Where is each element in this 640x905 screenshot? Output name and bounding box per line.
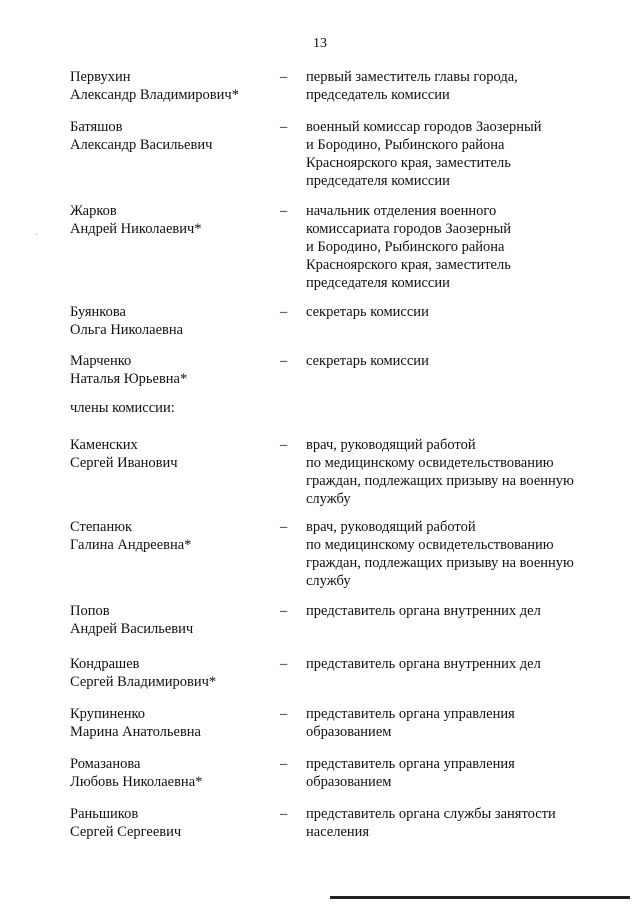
given-names: Андрей Васильевич (70, 621, 194, 637)
given-names: Александр Владимирович* (70, 87, 239, 103)
given-names: Любовь Николаевна* (70, 774, 203, 790)
member-role (306, 518, 596, 590)
surname: Раньшиков (70, 806, 139, 822)
member-name (70, 705, 280, 741)
dash-separator: – (280, 304, 288, 320)
margin-mark: · (35, 230, 39, 241)
role-line: представитель органа управления (306, 706, 515, 722)
member-name (70, 755, 280, 791)
dash-separator: – (280, 69, 288, 85)
given-names: Ольга Николаевна (70, 322, 184, 338)
role-line: врач, руководящий работой (306, 519, 476, 535)
given-names: Александр Васильевич (70, 137, 213, 153)
member-role (306, 68, 596, 104)
role-line: службу (306, 573, 351, 589)
given-names: Наталья Юрьевна* (70, 371, 188, 387)
dash-separator: – (280, 603, 288, 619)
member-role (306, 602, 596, 620)
dash-separator: – (280, 656, 288, 672)
role-line: по медицинскому освидетельствованию (306, 455, 554, 471)
surname: Батяшов (70, 119, 123, 135)
role-line: председателя комиссии (306, 275, 450, 291)
member-name (70, 518, 280, 554)
given-names: Сергей Сергеевич (70, 824, 182, 840)
surname: Степанюк (70, 519, 133, 535)
role-line: населения (306, 824, 370, 840)
role-line: секретарь комиссии (306, 353, 429, 369)
surname: Каменских (70, 437, 138, 453)
dash-separator: – (280, 706, 288, 722)
member-name (70, 602, 280, 638)
role-line: службу (306, 491, 351, 507)
surname: Кондрашев (70, 656, 140, 672)
role-line: по медицинскому освидетельствованию (306, 537, 554, 553)
role-line: и Бородино, Рыбинского района (306, 239, 505, 255)
surname: Ромазанова (70, 756, 141, 772)
role-line: представитель органа управления (306, 756, 515, 772)
given-names: Марина Анатольевна (70, 724, 201, 740)
role-line: представитель органа службы занятости (306, 806, 556, 822)
role-line: граждан, подлежащих призыву на военную (306, 555, 574, 571)
bottom-rule (330, 896, 630, 899)
role-line: первый заместитель главы города, (306, 69, 518, 85)
member-role (306, 303, 596, 321)
role-line: председатель комиссии (306, 87, 450, 103)
role-line: и Бородино, Рыбинского района (306, 137, 505, 153)
surname: Первухин (70, 69, 131, 85)
surname: Крупиненко (70, 706, 146, 722)
given-names: Галина Андреевна* (70, 537, 192, 553)
member-role (306, 805, 596, 841)
member-name (70, 68, 280, 104)
members-heading: члены комиссии: (70, 400, 175, 416)
member-role (306, 202, 596, 292)
surname: Жарков (70, 203, 117, 219)
dash-separator: – (280, 519, 288, 535)
dash-separator: – (280, 437, 288, 453)
dash-separator: – (280, 353, 288, 369)
role-line: начальник отделения военного (306, 203, 497, 219)
surname: Попов (70, 603, 110, 619)
member-name (70, 202, 280, 238)
role-line: представитель органа внутренних дел (306, 603, 541, 619)
member-role (306, 436, 596, 508)
page-number: 13 (313, 36, 327, 51)
dash-separator: – (280, 806, 288, 822)
dash-separator: – (280, 756, 288, 772)
surname: Марченко (70, 353, 132, 369)
role-line: Красноярского края, заместитель (306, 257, 511, 273)
member-role (306, 705, 596, 741)
member-role (306, 655, 596, 673)
role-line: комиссариата городов Заозерный (306, 221, 511, 237)
role-line: военный комиссар городов Заозерный (306, 119, 542, 135)
given-names: Сергей Иванович (70, 455, 178, 471)
member-name (70, 352, 280, 388)
member-name (70, 436, 280, 472)
member-role (306, 352, 596, 370)
member-name (70, 118, 280, 154)
dash-separator: – (280, 119, 288, 135)
dash-separator: – (280, 203, 288, 219)
role-line: представитель органа внутренних дел (306, 656, 541, 672)
surname: Буянкова (70, 304, 126, 320)
role-line: председателя комиссии (306, 173, 450, 189)
role-line: секретарь комиссии (306, 304, 429, 320)
member-role (306, 755, 596, 791)
member-name (70, 655, 280, 691)
member-role (306, 118, 596, 190)
member-name (70, 303, 280, 339)
role-line: граждан, подлежащих призыву на военную (306, 473, 574, 489)
role-line: образованием (306, 724, 392, 740)
role-line: образованием (306, 774, 392, 790)
role-line: Красноярского края, заместитель (306, 155, 511, 171)
given-names: Сергей Владимирович* (70, 674, 217, 690)
role-line: врач, руководящий работой (306, 437, 476, 453)
member-name (70, 805, 280, 841)
given-names: Андрей Николаевич* (70, 221, 202, 237)
